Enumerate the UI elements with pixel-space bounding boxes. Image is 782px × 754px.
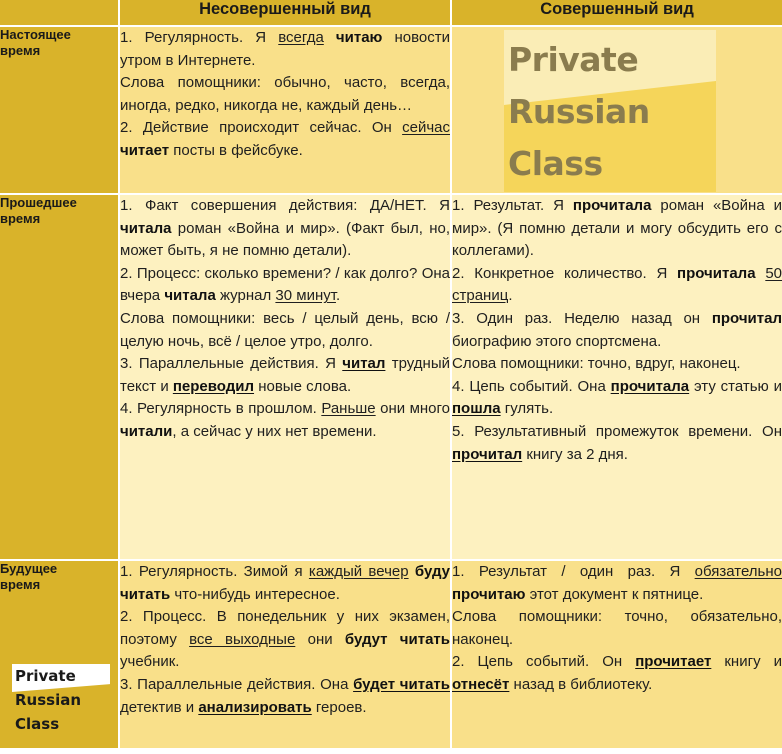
- header-perfective: Совершенный вид: [452, 0, 782, 27]
- verb-bold: прочитала: [572, 197, 652, 214]
- verb-bold: будут читать: [344, 630, 450, 648]
- paragraph: [120, 398, 450, 443]
- text: 2. Конкретное количество. Я: [452, 264, 678, 282]
- text: новые слова.: [254, 377, 352, 395]
- text: 3. Параллельные действия. Она: [120, 675, 354, 693]
- label-line1: Будущее: [0, 561, 58, 576]
- row-past: [0, 195, 782, 561]
- paragraph: [452, 263, 782, 308]
- paragraph: Слова помощники: весь / целый день, всю / целую ночь, всё / целое утро, долго.: [120, 309, 450, 350]
- paragraph: Слова помощники: точно, вдруг, наконец.: [452, 355, 741, 373]
- label-future: [0, 561, 120, 750]
- text: назад в библиотеку.: [509, 675, 653, 693]
- label-line2: время: [0, 43, 41, 58]
- text: 2. Процесс. В понедельник у них экзамен, поэтому: [120, 608, 450, 648]
- label-line1: Настоящее: [0, 27, 71, 42]
- paragraph: [120, 561, 450, 606]
- label-line2: время: [0, 577, 41, 592]
- text: .: [508, 287, 513, 305]
- text: 4. Цепь событий. Она: [452, 377, 611, 395]
- text: героев.: [311, 698, 367, 716]
- logo-word-2: Russian: [508, 92, 650, 131]
- text: 2. Процесс: сколько времени? / как долго? Она вчера: [120, 264, 450, 305]
- text: книгу за 2 дня.: [522, 445, 628, 463]
- text: 1. Результат. Я: [452, 197, 573, 214]
- underlined-word: сейчас: [402, 119, 450, 137]
- verb-bold-underlined: будет читать: [353, 675, 450, 693]
- logo-word-1: Private: [15, 667, 76, 685]
- verb-bold-underlined: анализировать: [198, 698, 312, 716]
- text: учебник.: [120, 653, 180, 671]
- text: детектив и: [120, 698, 199, 716]
- paragraph: [120, 606, 450, 674]
- private-russian-class-logo-small: [12, 664, 112, 736]
- text: 1. Результат / один раз. Я: [452, 563, 695, 580]
- verb-bold: читала: [120, 219, 172, 237]
- text: .: [335, 287, 341, 305]
- logo-word-3: Class: [508, 144, 603, 183]
- text: журнал: [215, 287, 276, 305]
- logo-word-3: Class: [15, 715, 60, 733]
- paragraph: [120, 353, 450, 398]
- verb-bold: читаю: [335, 29, 383, 46]
- text: биографию этого спортсмена.: [452, 332, 662, 350]
- paragraph: Слова помощники: точно, обязательно, наконец.: [452, 608, 782, 648]
- row-future: [0, 561, 782, 750]
- label-line2: время: [0, 211, 41, 226]
- verb-bold-underlined: переводил: [172, 377, 255, 395]
- paragraph: [452, 421, 782, 466]
- verb-bold-underlined: прочитает: [635, 653, 712, 671]
- verb-bold-underlined: читал: [342, 355, 386, 373]
- text: 2. Цепь событий. Он: [452, 653, 636, 671]
- logo-word-2: Russian: [15, 691, 82, 709]
- paragraph: [120, 674, 450, 719]
- text: 3. Параллельные действия. Я: [120, 355, 343, 373]
- verb-bold: прочитал: [711, 309, 782, 327]
- past-imperfective-cell: [120, 195, 452, 561]
- row-present: [0, 27, 782, 195]
- text: они: [295, 630, 345, 648]
- text: роман «Война и мир». (Я помню детали и могу обсудить его с коллегами).: [452, 197, 782, 260]
- present-imperfective-cell: [120, 27, 452, 195]
- verb-bold-underlined: прочитала: [610, 377, 690, 395]
- verb-bold: буду читать: [120, 563, 450, 603]
- header-imperfective: Несовершенный вид: [120, 0, 452, 27]
- paragraph: [452, 561, 782, 606]
- text: , а сейчас у них нет времени.: [172, 422, 377, 440]
- paragraph: Слова помощники: обычно, часто, всегда, иногда, редко, никогда не, каждый день…: [120, 74, 450, 114]
- underlined-word: всегда: [278, 29, 324, 46]
- verb-bold-underlined: прочитал: [452, 445, 523, 463]
- verb-bold: читали: [120, 422, 173, 440]
- text: 4. Регулярность в прошлом.: [120, 400, 322, 418]
- paragraph: [120, 27, 450, 72]
- text: этот документ к пятнице.: [525, 585, 704, 603]
- underlined-word: обязательно: [694, 563, 782, 580]
- private-russian-class-logo: [504, 30, 716, 192]
- underlined-word: 30 минут: [275, 287, 336, 305]
- verb-bold: прочитаю: [452, 585, 526, 603]
- label-present: [0, 27, 120, 195]
- present-perfective-cell: [452, 27, 782, 195]
- past-perfective-cell: [452, 195, 782, 561]
- text: посты в фейсбуке.: [169, 141, 303, 159]
- label-line1: Прошедшее: [0, 195, 77, 210]
- logo-word-1: Private: [508, 40, 639, 79]
- text: книгу и: [711, 653, 782, 671]
- verb-bold-underlined: пошла: [452, 400, 501, 418]
- text: что-нибудь интересное.: [170, 585, 340, 603]
- paragraph: [452, 195, 782, 263]
- paragraph: [452, 651, 782, 696]
- label-past: [0, 195, 120, 561]
- paragraph: [120, 195, 450, 263]
- text: 2. Действие происходит сейчас. Он: [120, 119, 403, 137]
- text: роман «Война и мир». (Факт был, но, может быть, я не помню детали).: [120, 219, 450, 260]
- text: [324, 29, 336, 46]
- text: они много: [375, 400, 451, 418]
- paragraph: [120, 263, 450, 308]
- text: 3. Один раз. Неделю назад он: [452, 309, 712, 327]
- text: гулять.: [500, 400, 554, 418]
- verb-bold: прочитала: [677, 264, 756, 282]
- text: 1. Регулярность. Зимой я: [120, 563, 309, 580]
- underlined-word: каждый вечер: [308, 563, 409, 580]
- paragraph: [120, 117, 450, 162]
- future-imperfective-cell: [120, 561, 452, 750]
- underlined-word: Раньше: [321, 400, 376, 418]
- text: 5. Результативный промежуток времени. Он: [452, 422, 782, 440]
- future-perfective-cell: [452, 561, 782, 750]
- paragraph: [452, 376, 782, 421]
- text: эту статью и: [689, 377, 782, 395]
- underlined-word: 50 страниц: [452, 264, 782, 305]
- text: [756, 265, 766, 282]
- text: трудный текст и: [120, 355, 450, 395]
- verb-bold: читала: [164, 287, 216, 305]
- text: 1. Регулярность. Я: [120, 29, 279, 46]
- header-row: [0, 0, 782, 27]
- verb-bold: читает: [120, 141, 170, 159]
- text: новости утром в Интернете.: [120, 29, 451, 69]
- verb-bold-underlined: отнесёт: [452, 675, 510, 693]
- text: 1. Факт совершения действия: ДА/НЕТ. Я: [120, 197, 450, 214]
- underlined-word: все выходные: [189, 630, 296, 648]
- paragraph: [452, 308, 782, 353]
- header-corner: [0, 0, 120, 27]
